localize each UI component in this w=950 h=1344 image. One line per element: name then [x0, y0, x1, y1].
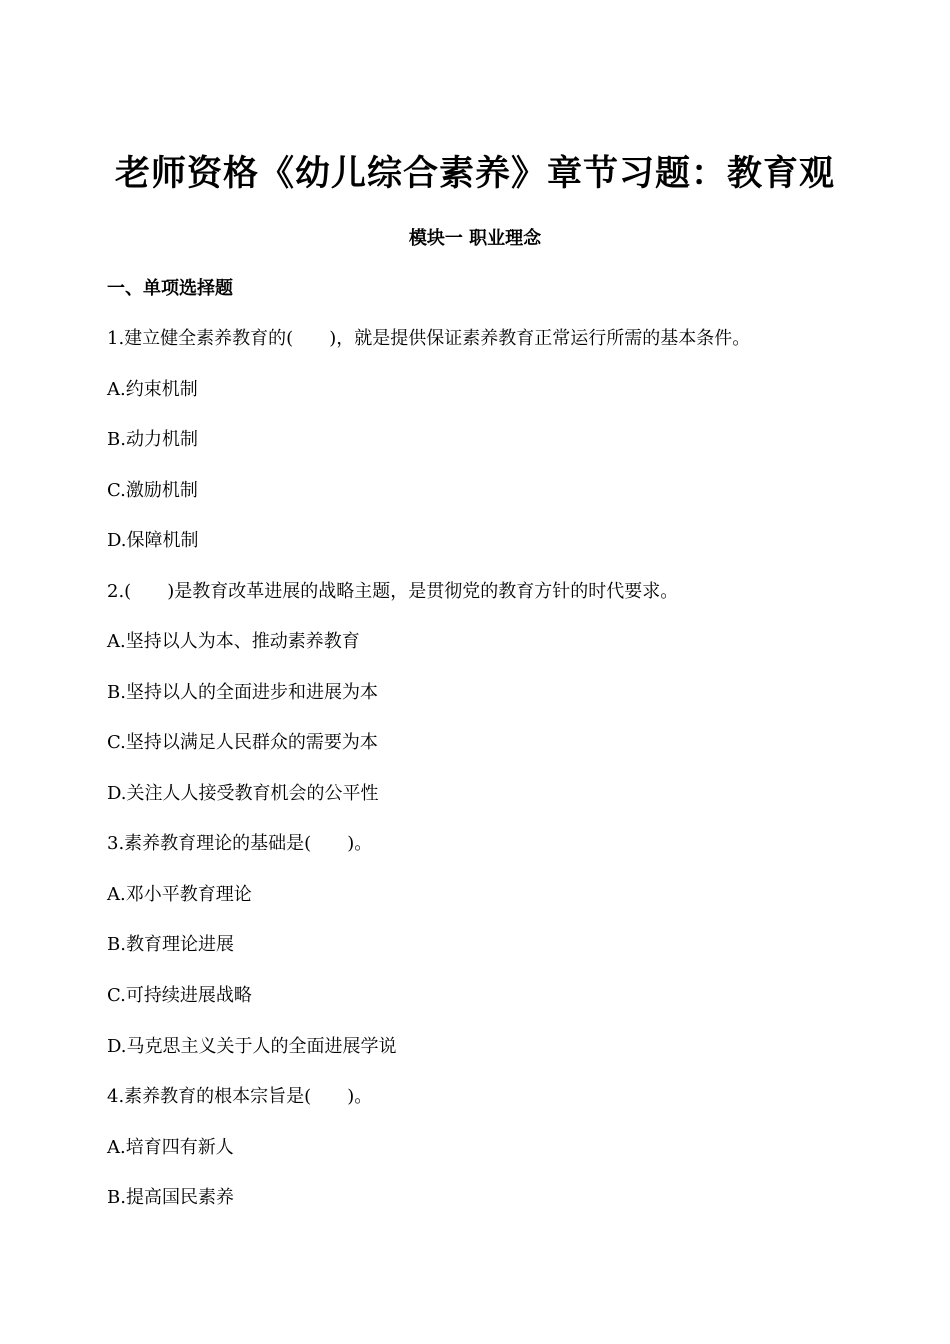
question-stem: 3.素养教育理论的基础是( )。	[107, 833, 373, 854]
question-option: B.动力机制	[107, 429, 198, 450]
question-option: C.坚持以满足人民群众的需要为本	[107, 732, 378, 753]
document-title: 老师资格《幼儿综合素养》章节习题：教育观	[114, 153, 835, 194]
question-option: D.马克思主义关于人的全面进展学说	[107, 1036, 397, 1057]
question-option: A.约束机制	[107, 379, 198, 400]
question-option: C.可持续进展战略	[107, 985, 252, 1006]
question-option: B.教育理论进展	[107, 934, 234, 955]
question-option: A.坚持以人为本、推动素养教育	[107, 631, 360, 652]
question-option: D.关注人人接受教育机会的公平性	[107, 783, 379, 804]
section-heading: 一、单项选择题	[107, 278, 233, 299]
question-option: A.培育四有新人	[107, 1137, 234, 1158]
question-option: B.提高国民素养	[107, 1187, 234, 1208]
module-heading: 模块一 职业理念	[408, 228, 542, 249]
question-stem: 2.( )是教育改革进展的战略主题，是贯彻党的教育方针的时代要求。	[107, 581, 679, 602]
question-option: C.激励机制	[107, 480, 198, 501]
question-option: A.邓小平教育理论	[107, 884, 252, 905]
question-option: D.保障机制	[107, 530, 199, 551]
question-stem: 4.素养教育的根本宗旨是( )。	[107, 1086, 373, 1107]
question-option: B.坚持以人的全面进步和进展为本	[107, 682, 378, 703]
question-stem: 1.建立健全素养教育的( )，就是提供保证素养教育正常运行所需的基本条件。	[107, 328, 751, 349]
